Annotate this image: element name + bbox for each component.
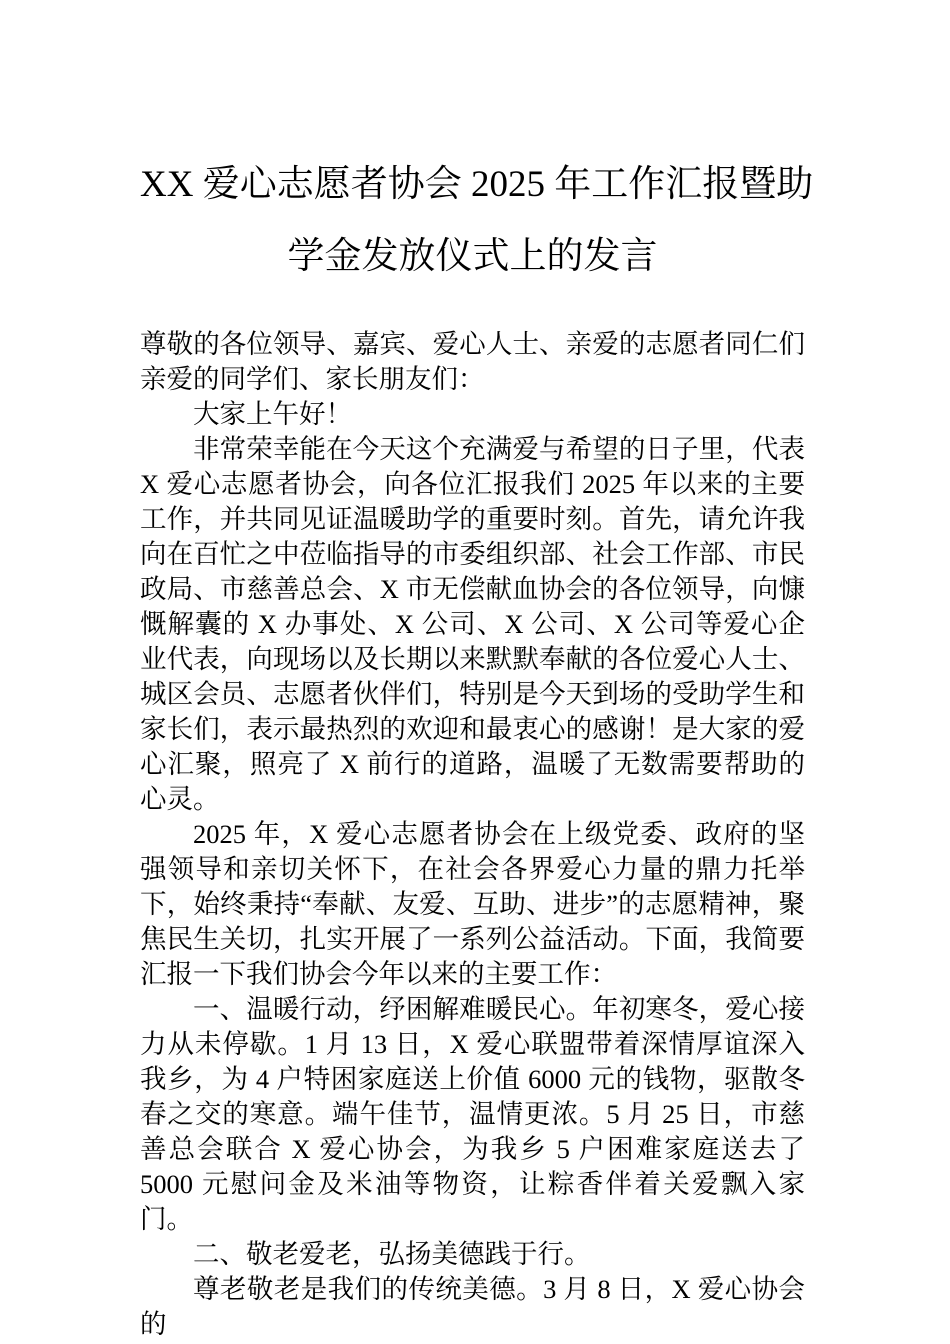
title-line-2: 学金发放仪式上的发言 [287,236,658,277]
paragraph-salutation: 尊敬的各位领导、嘉宾、爱心人士、亲爱的志愿者同仁们亲爱的同学们、家长朋友们： [140,329,805,394]
paragraph-greeting: 大家上午好！ [193,399,352,429]
title-line-1: XX 爱心志愿者协会 2025 年工作汇报暨助 [140,164,814,205]
document-title [140,149,814,293]
paragraph-section-one: 一、温暖行动，纾困解难暖民心。年初寒冬，爱心接力从未停歇。1 月 13 日，X 爱心联盟带着深情厚谊深入我乡，为 4 户特困家庭送上价值 6000 元的钱物，驱散冬春之交的寒意。端午佳节，温情更浓。5 月 25 日，市慈善总会联合 X 爱心协会，为我乡 5 户困难家庭送去了 5000 元慰问金及米油等物资，让粽香伴着关爱飘入家门。 [140,994,805,1234]
document-body [140,327,805,1342]
paragraph-section-two-heading: 二、敬老爱老，弘扬美德践于行。 [193,1239,591,1269]
paragraph-section-two-opening: 尊老敬老是我们的传统美德。3 月 8 日，X 爱心协会的 [140,1274,805,1339]
paragraph-yearly-overview: 2025 年，X 爱心志愿者协会在上级党委、政府的坚强领导和亲切关怀下，在社会各界爱心力量的鼎力托举下，始终秉持“奉献、友爱、互助、进步”的志愿精神，聚焦民生关切，扎实开展了一系列公益活动。下面，我简要汇报一下我们协会今年以来的主要工作： [140,819,805,989]
paragraph-opening: 非常荣幸能在今天这个充满爱与希望的日子里，代表 X 爱心志愿者协会，向各位汇报我们 2025 年以来的主要工作，并共同见证温暖助学的重要时刻。首先，请允许我向在百忙之中莅临指导的市委组织部、社会工作部、市民政局、市慈善总会、X 市无偿献血协会的各位领导，向慷慨解囊的 X 办事处、X 公司、X 公司、X 公司等爱心企业代表，向现场以及长期以来默默奉献的各位爱心人士、城区会员、志愿者伙伴们，特别是今天到场的受助学生和家长们，表示最热烈的欢迎和最衷心的感谢！是大家的爱心汇聚，照亮了 X 前行的道路，温暖了无数需要帮助的心灵。 [140,434,805,814]
